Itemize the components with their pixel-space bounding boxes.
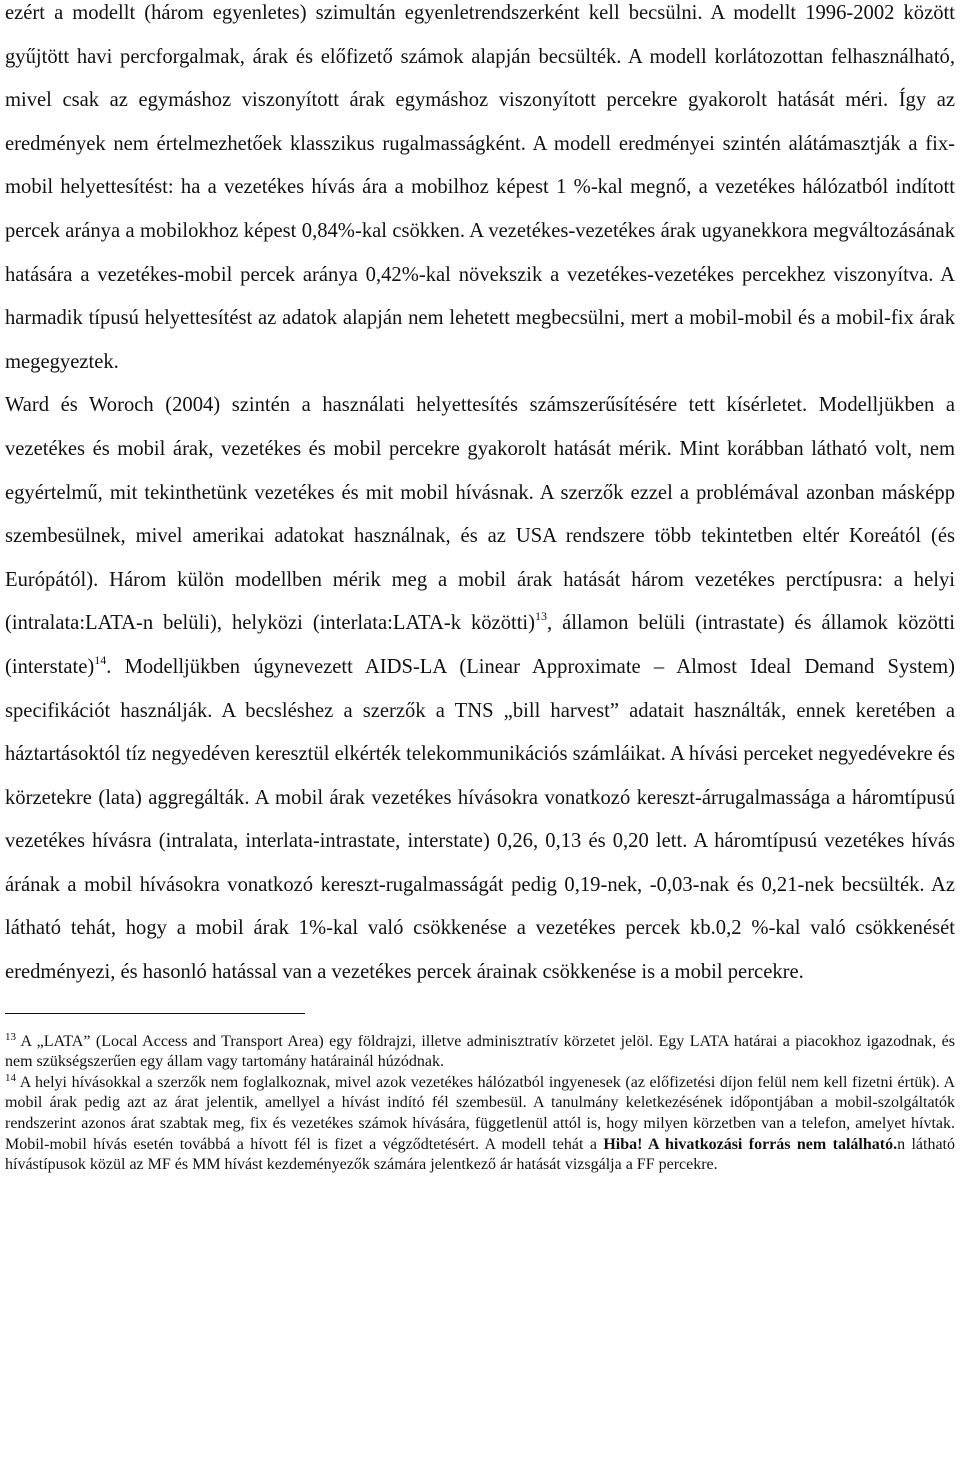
footnote-ref-14[interactable]: 14 [94, 652, 107, 667]
body-paragraph-2-part-c: . Modelljükben úgynevezett AIDS-LA (Linear Approximate – Almost Ideal Demand System) specifikációt használják. A becsléshez a szerzők a TNS „bill harvest” adatait használták, ennek keretében a háztartásoktól tíz negyedéven keresztül elkérték telekommunikációs számláikat. A hívási perceket negyedévekre és körzetekre (lata) aggregálták. A mobil árak vezetékes hívásokra vonatkozó kereszt-árrugalmassága a háromtípusú vezetékes hívásra (intralata, interlata-intrastate, interstate) 0,26, 0,13 és 0,20 lett. A háromtípusú vezetékes hívás árának a mobil hívásokra vonatkozó kereszt-rugalmasságát pedig 0,19-nek, -0,03-nak és 0,21-nek becsülték. Az látható tehát, hogy a mobil árak 1%-kal való csökkenése a vezetékes percek kb.0,2 %-kal való csökkenését eredményezi, és hasonló hatással van a vezetékes percek árainak csökkenése is a mobil percekre. [5, 655, 955, 984]
footnote-14-text: A helyi hívásokkal a szerzők nem foglalkoznak, mivel azok vezetékes hálózatból ingyenesek (az előfizetési díjon felül nem kell fizetni értük). A mobil árak pedig azt az árat jelentik, amellyel a hívást indító fél szembesül. A tanulmány keletkezésének időpontjában a mobil-szolgáltatók rendszerint azonos árat szabtak meg, fix és vezetékes számok hívására, függetlenül attól is, hogy milyen körzetben van a telefon, amelyet hívtak. Mobil-mobil hívás esetén továbbá a hívott fél is fizet a végződtetésért. A modell tehát a [5, 1073, 955, 1153]
body-paragraph-2-part-b: , államon belüli (intrastate) és államok közötti (interstate) [5, 612, 955, 678]
footnote-14-broken-reference[interactable]: Hiba! A hivatkozási forrás nem található. [603, 1135, 898, 1153]
footnote-14-tail: n látható hívástípusok közül az MF és MM hívást kezdeményezők számára jelentkező ár hatását vizsgálja a FF percekre. [5, 1135, 956, 1174]
body-paragraph-2-part-a: Ward és Woroch (2004) szintén a használati helyettesítés számszerűsítésére tett kísérletet. Modelljükben a vezetékes és mobil árak, vezetékes és mobil percekre gyakorolt hatását mérik. Mint korábban látható volt, nem egyértelmű, mit tekinthetünk vezetékes és mit mobil hívásnak. A szerzők ezzel a problémával azonban másképp szembesülnek, mivel amerikai adatokat használnak, és az USA rendszere több tekintetben eltér Koreától (és Európától). Három külön modellben mérik meg a mobil árak hatását három vezetékes perctípusra: a helyi (intralata:LATA-n belüli), helyközi (interlata:LATA-k közötti) [5, 394, 955, 635]
footnote-ref-13[interactable]: 13 [535, 609, 548, 624]
footnote-separator [5, 1013, 305, 1014]
footnote-14 [5, 1073, 955, 1176]
body-paragraph-1: ezért a modellt (három egyenletes) szimultán egyenletrendszerként kell becsülni. A modellt 1996-2002 között gyűjtött havi percforgalmak, árak és előfizető számok alapján becsülték. A modell korlátozottan felhasználható, mivel csak az egymáshoz viszonyított árak egymáshoz viszonyított percekre gyakorolt hatását méri. Így az eredmények nem értelmezhetőek klasszikus rugalmasságként. A modell eredményei szintén alátámasztják a fix-mobil helyettesítést: ha a vezetékes hívás ára a mobilhoz képest 1 %-kal megnő, a vezetékes hálózatból indított percek aránya a mobilokhoz képest 0,84%-kal csökken. A vezetékes-vezetékes árak ugyanekkora megváltozásának hatására a vezetékes-mobil percek aránya 0,42%-kal növekszik a vezetékes-vezetékes percekhez viszonyítva. A harmadik típusú helyettesítést az adatok alapján nem lehetett megbecsülni, mert a mobil-mobil és a mobil-fix árak megegyeztek. [5, 2, 955, 373]
body-paragraph-2 [5, 384, 955, 994]
footnote-14-number: 14 [5, 1071, 16, 1084]
footnote-13-number: 13 [5, 1030, 16, 1043]
footnote-13 [5, 1032, 955, 1073]
document-page [5, 0, 955, 1176]
footnote-13-text: A „LATA” (Local Access and Transport Area) egy földrajzi, illetve adminisztratív körzetet jelöl. Egy LATA határai a piacokhoz igazodnak, és nem szükségszerűen egy állam vagy tartomány határainál húzódnak. [5, 1032, 955, 1071]
